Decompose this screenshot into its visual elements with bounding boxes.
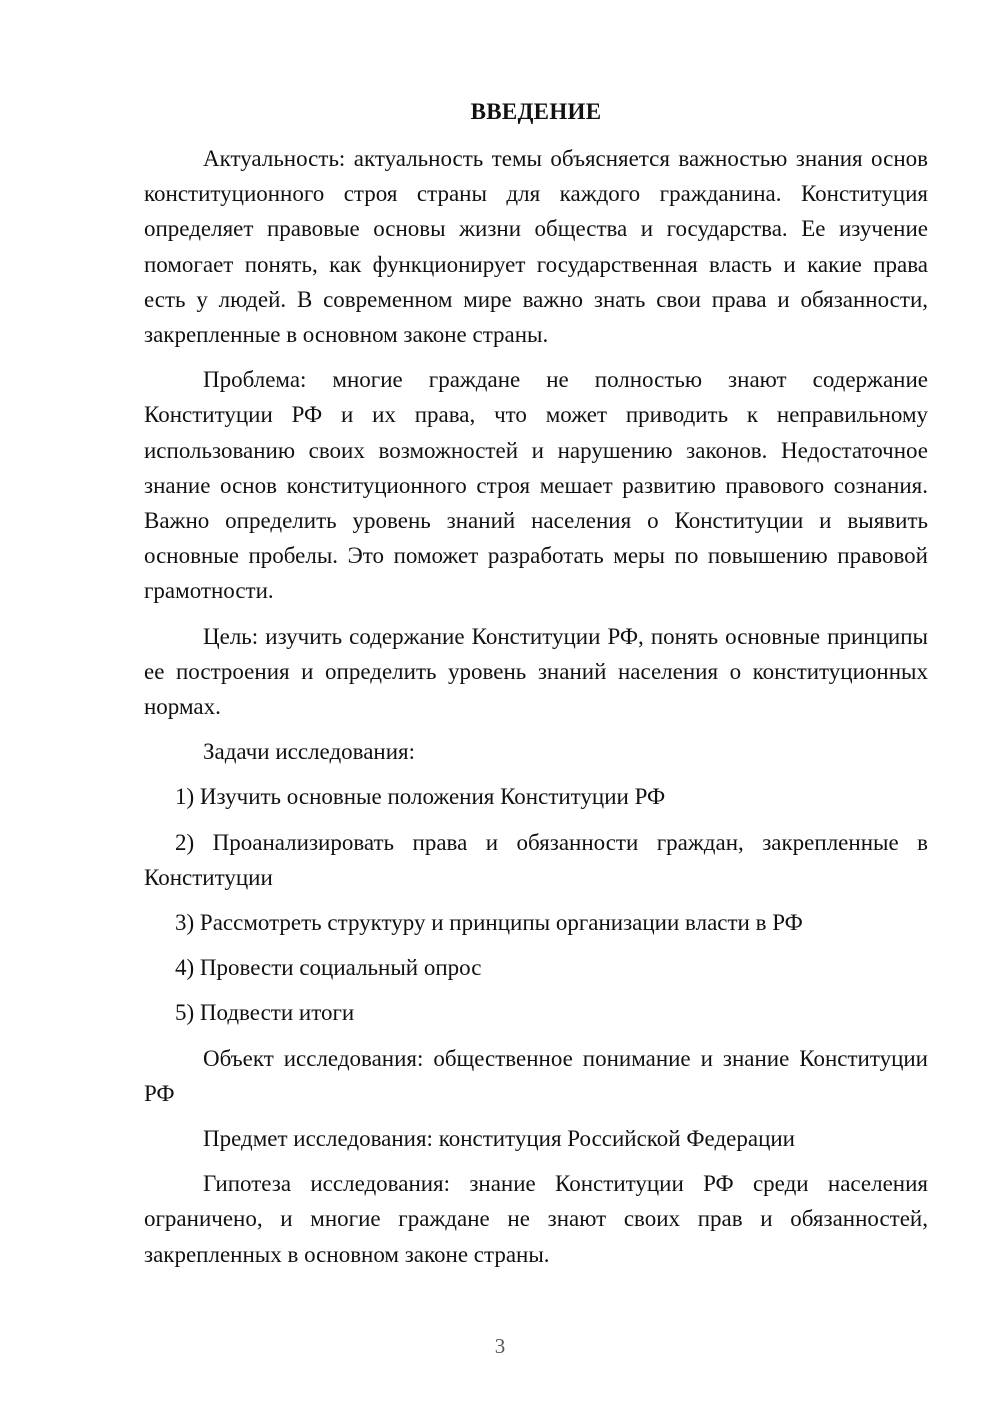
- document-page: [144, 94, 928, 1272]
- page-number: 3: [494, 1334, 506, 1358]
- paragraph-problem: Проблема: многие граждане не полностью знают содержание Конституции РФ и их права, что может приводить к неправильному использованию своих возможностей и нарушению законов. Недостаточное знание основ конституционного строя мешает развитию правового сознания. Важно определить уровень знаний населения о Конституции и выявить основные пробелы. Это поможет разработать меры по повышению правовой грамотности.: [144, 367, 928, 604]
- document-title: ВВЕДЕНИЕ: [470, 99, 602, 124]
- task-item: 1) Изучить основные положения Конституции РФ: [175, 784, 666, 810]
- paragraph-relevance: Актуальность: актуальность темы объясняется важностью знания основ конституционного строя страны для каждого гражданина. Конституция определяет правовые основы жизни общества и государства. Ее изучение помогает понять, как функционирует государственная власть и какие права есть у людей. В современном мире важно знать свои права и обязанности, закрепленные в основном законе страны.: [144, 146, 928, 348]
- task-item: 3) Рассмотреть структуру и принципы организации власти в РФ: [175, 910, 803, 936]
- paragraph-hypothesis: Гипотеза исследования: знание Конституции РФ среди населения ограничено, и многие граждане не знают своих прав и обязанностей, закрепленных в основном законе страны.: [144, 1171, 928, 1267]
- paragraph-tasks-heading: Задачи исследования:: [203, 739, 416, 765]
- task-item: 5) Подвести итоги: [175, 1000, 355, 1026]
- paragraph-subject: Предмет исследования: конституция Российской Федерации: [203, 1126, 795, 1152]
- paragraph-object: Объект исследования: общественное понимание и знание Конституции РФ: [144, 1045, 928, 1106]
- task-item: 2) Проанализировать права и обязанности граждан, закрепленные в Конституции: [144, 829, 928, 890]
- task-item: 4) Провести социальный опрос: [175, 955, 482, 981]
- paragraph-goal: Цель: изучить содержание Конституции РФ, понять основные принципы ее построения и определить уровень знаний населения о конституционных нормах.: [144, 623, 928, 720]
